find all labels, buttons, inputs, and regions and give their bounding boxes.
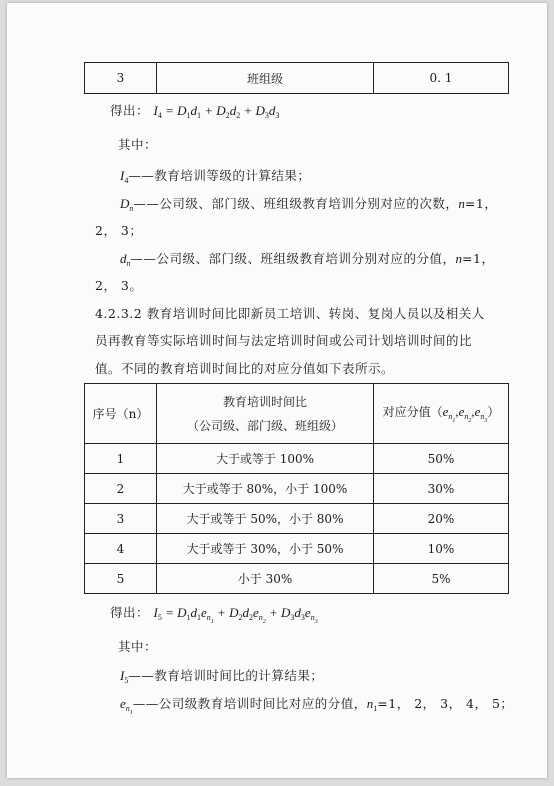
row-num: 5	[85, 564, 157, 594]
level-table	[84, 62, 509, 94]
section-line-2: 员再教育等实际培训时间与法定培训时间或公司计划培训时间的比	[95, 333, 473, 348]
row-score: 10%	[374, 534, 509, 564]
header-seq: 序号（n）	[85, 384, 157, 444]
table-header-row	[85, 384, 509, 444]
where-label-2: 其中：	[118, 639, 158, 654]
table-cell-num: 3	[85, 63, 157, 94]
definition-text: ——教育培训等级的计算结果；	[128, 168, 311, 183]
definition-text: ——公司级教育培训时间比对应的分值，	[132, 696, 367, 711]
table-row	[85, 474, 509, 504]
definition-dn-small: $d_n——$公司级、部门级、班组级教育培训分别对应的分值，n=1，	[120, 251, 495, 268]
header-score: 对应分值$(e_{n_1},e_{n_2},e_{n_3})$	[374, 384, 509, 444]
row-ratio: 大于或等于 30%，小于 50%	[157, 534, 374, 564]
table-row	[85, 63, 509, 94]
formula-label: 得出：	[110, 103, 150, 118]
formula-label: 得出：	[110, 605, 150, 620]
definition-en1: $e_{n_1}——$公司级教育培训时间比对应的分值，$n_1=1$， 2， 3， 4， 5；	[120, 696, 514, 716]
row-ratio: 大于或等于 100%	[157, 444, 374, 474]
table-row	[85, 534, 509, 564]
row-num: 2	[85, 474, 157, 504]
row-ratio: 大于或等于 80%，小于 100%	[157, 474, 374, 504]
row-score: 50%	[374, 444, 509, 474]
row-score: 20%	[374, 504, 509, 534]
ratio-table	[84, 383, 509, 594]
row-ratio: 大于或等于 50%，小于 80%	[157, 504, 374, 534]
row-num: 4	[85, 534, 157, 564]
header-ratio	[157, 384, 374, 444]
header-ratio-line1: 教育培训时间比	[222, 394, 307, 409]
definition-dn: $D_n——$公司级、部门级、班组级教育培训分别对应的次数，n=1，	[120, 196, 498, 213]
formula-i4: 得出： $I_4 = D_1d_1 + D_2d_2 + D_3d_3$	[110, 103, 280, 120]
definition-n-values: =1， 2， 3， 4， 5；	[377, 696, 514, 711]
definition-text: ——公司级、部门级、班组级教育培训分别对应的分值，	[130, 251, 456, 266]
definition-n-values: =1，	[462, 251, 495, 266]
section-line-1: 4.2.3.2 教育培训时间比即新员工培训、转岗、复岗人员以及相关人	[95, 306, 485, 321]
definition-dn-small-cont: 2， 3。	[95, 278, 143, 293]
definition-n-values: =1，	[464, 196, 498, 211]
row-score: 5%	[374, 564, 509, 594]
definition-text: ——公司级、部门级、班组级教育培训分别对应的次数，	[133, 196, 459, 211]
definition-i5: $I_5——$教育培训时间比的计算结果；	[120, 668, 324, 685]
header-ratio-line2: （公司级、部门级、班组级）	[186, 418, 343, 433]
row-num: 1	[85, 444, 157, 474]
table-row	[85, 504, 509, 534]
row-score: 30%	[374, 474, 509, 504]
section-line-3: 值。不同的教育培训时间比的对应分值如下表所示。	[95, 361, 395, 376]
definition-dn-cont: 2， 3；	[95, 223, 143, 238]
document-page	[7, 3, 547, 778]
definition-i4: $I_4——$教育培训等级的计算结果；	[120, 168, 311, 185]
table-cell-value: 0. 1	[374, 63, 509, 94]
table-row	[85, 564, 509, 594]
definition-text: ——教育培训时间比的计算结果；	[128, 668, 324, 683]
header-score-label: 对应分值（	[382, 405, 443, 419]
table-row	[85, 444, 509, 474]
row-num: 3	[85, 504, 157, 534]
table-cell-level: 班组级	[157, 63, 374, 94]
formula-i5: 得出： $I_5 = D_1d_1e_{n_1} + D_2d_2e_{n_2} + D_3d_3e_{n_3}$	[110, 605, 318, 625]
where-label-1: 其中：	[118, 137, 158, 152]
row-ratio: 小于 30%	[157, 564, 374, 594]
